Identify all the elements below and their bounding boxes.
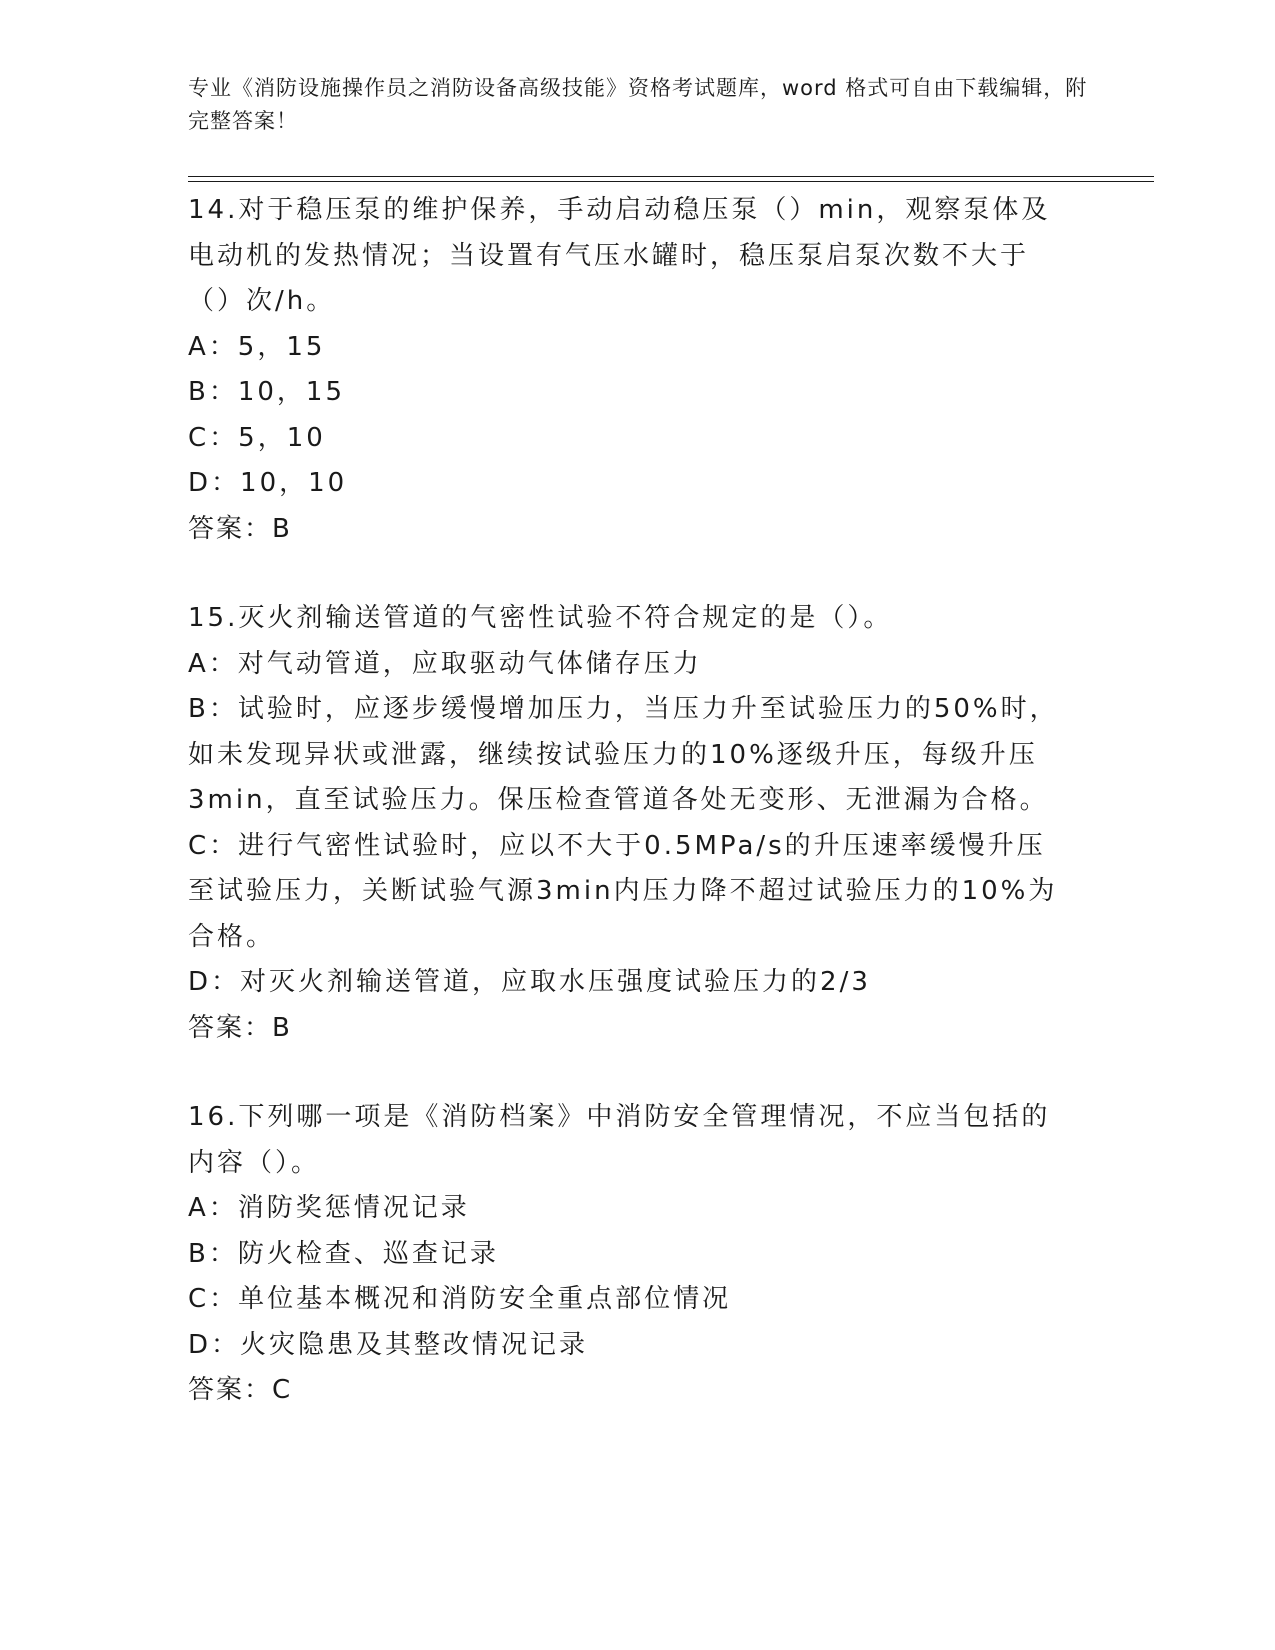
option-a: A：对气动管道，应取驱动气体储存压力 <box>188 648 702 679</box>
option-a: A：5，15 <box>188 331 326 362</box>
option-d: D：火灾隐患及其整改情况记录 <box>188 1329 589 1360</box>
answer-line: 答案：B <box>188 1012 292 1043</box>
question-stem: 16.下列哪一项是《消防档案》中消防安全管理情况，不应当包括的内容（）。 <box>188 1102 1051 1178</box>
answer-line: 答案：C <box>188 1375 293 1405</box>
question-stem: 14.对于稳压泵的维护保养，手动启动稳压泵（）min，观察泵体及电动机的发热情况；当设置有气压水罐时，稳压泵启泵次数不大于（）次/h。 <box>188 195 1051 316</box>
question-16 <box>188 1095 1068 1414</box>
option-c: C：单位基本概况和消防安全重点部位情况 <box>188 1284 732 1314</box>
answer-line: 答案：B <box>188 513 292 544</box>
header-divider-top <box>188 176 1154 177</box>
question-stem: 15.灭火剂输送管道的气密性试验不符合规定的是（）。 <box>188 603 893 633</box>
document-header: 专业《消防设施操作员之消防设备高级技能》资格考试题库，word 格式可自由下载编辑，附完整答案！ <box>188 76 1088 133</box>
option-a: A：消防奖惩情况记录 <box>188 1193 470 1223</box>
question-14 <box>188 188 1068 552</box>
header-divider-bottom <box>188 181 1154 182</box>
question-15 <box>188 596 1068 1051</box>
option-d: D：对灭火剂输送管道，应取水压强度试验压力的2/3 <box>188 967 871 997</box>
option-d: D：10，10 <box>188 468 348 498</box>
option-b: B：防火检查、巡查记录 <box>188 1238 499 1269</box>
option-c: C：5，10 <box>188 422 326 453</box>
option-b: B：10，15 <box>188 377 346 407</box>
option-b: B：试验时，应逐步缓慢增加压力，当压力升至试验压力的50%时，如未发现异状或泄露，继续按试验压力的10%逐级升压，每级升压3min，直至试验压力。保压检查管道各处无变形、无泄漏为合格。 <box>188 694 1059 815</box>
option-c: C：进行气密性试验时，应以不大于0.5MPa/s的升压速率缓慢升压至试验压力，关断试验气源3min内压力降不超过试验压力的10%为合格。 <box>188 830 1058 952</box>
question-list <box>188 188 1068 1458</box>
